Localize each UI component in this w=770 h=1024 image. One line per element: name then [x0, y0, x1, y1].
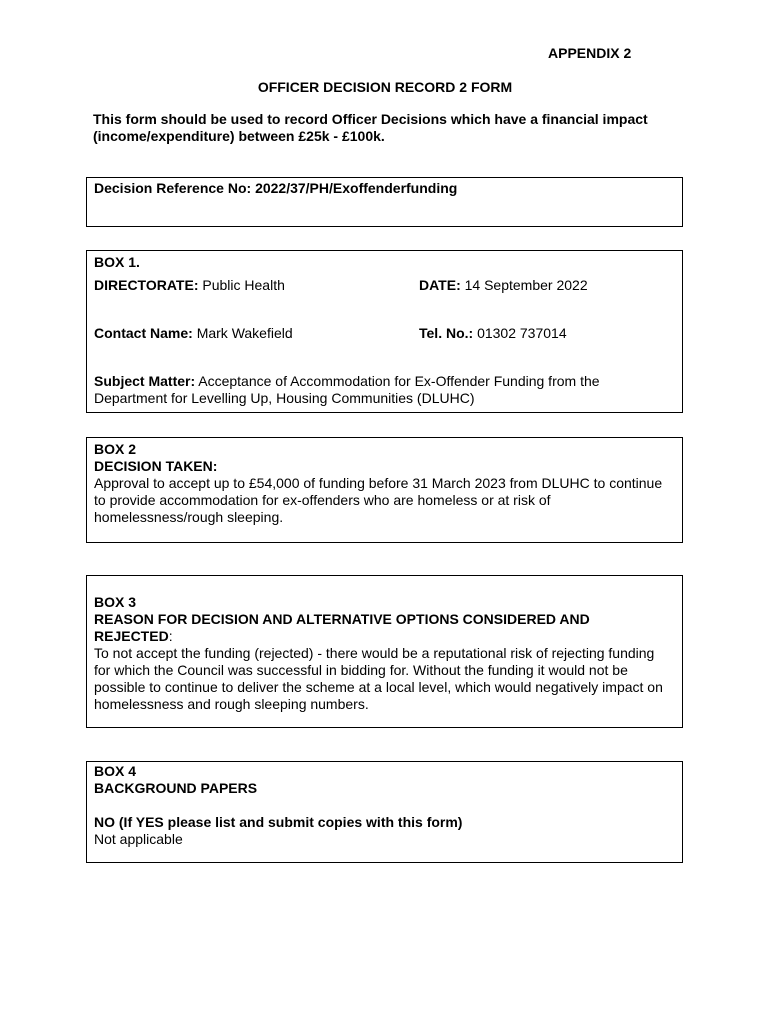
contact-name-label: Contact Name:: [94, 325, 193, 341]
decision-reference-line: [94, 180, 672, 197]
directorate-field: [94, 277, 404, 294]
decision-reference-label: Decision Reference No:: [94, 180, 252, 196]
tel-no-value: 01302 737014: [477, 325, 567, 341]
reason-for-decision-colon: :: [168, 628, 173, 644]
reason-for-decision-heading: [94, 611, 664, 645]
decision-reference-value: 2022/37/PH/Exoffenderfunding: [255, 180, 458, 196]
decision-taken-text: Approval to accept up to £54,000 of funding before 31 March 2023 from DLUHC to continue to provide accommodation for ex-offenders who are homeless or at risk of homelessness/rough sleeping.: [94, 475, 663, 525]
tel-no-field: [419, 325, 669, 342]
directorate-label: DIRECTORATE:: [94, 277, 199, 293]
box-4-heading: BOX 4: [94, 763, 137, 779]
directorate-value: Public Health: [202, 277, 285, 293]
reason-for-decision-text: To not accept the funding (rejected) - there would be a reputational risk of rejecting funding for which the Council was successful in bidding for. Without the funding it would not be possible to continue to deliver the scheme at a local level, which would negatively impact on homelessness and rough sleeping numbers.: [94, 645, 663, 712]
box-2-heading: BOX 2: [94, 441, 137, 457]
appendix-label: APPENDIX 2: [548, 45, 632, 61]
form-intro: This form should be used to record Officer Decisions which have a financial impact (income/expenditure) between £25k - £100k.: [93, 111, 648, 144]
subject-matter-value: Acceptance of Accommodation for Ex-Offender Funding from the Department for Levelling Up, Housing Communities (DLUHC): [94, 373, 600, 406]
date-label: DATE:: [419, 277, 461, 293]
subject-matter-field: [94, 373, 672, 407]
tel-no-label: Tel. No.:: [419, 325, 474, 341]
contact-name-field: [94, 325, 404, 342]
date-value: 14 September 2022: [464, 277, 588, 293]
reason-for-decision-title: REASON FOR DECISION AND ALTERNATIVE OPTIONS CONSIDERED AND REJECTED: [94, 611, 590, 644]
decision-reference-box: [86, 177, 683, 227]
subject-matter-label: Subject Matter:: [94, 373, 196, 389]
box-1-heading: BOX 1.: [94, 254, 140, 270]
box-3: [86, 575, 683, 728]
box-4: [86, 761, 683, 863]
box-3-heading: BOX 3: [94, 594, 137, 610]
date-field: [419, 277, 669, 294]
decision-taken-heading: DECISION TAKEN:: [94, 458, 218, 474]
box-2: [86, 437, 683, 543]
form-title: OFFICER DECISION RECORD 2 FORM: [257, 79, 513, 95]
background-papers-heading: BACKGROUND PAPERS: [94, 780, 258, 796]
background-papers-answer: Not applicable: [94, 831, 183, 847]
background-papers-question: NO (If YES please list and submit copies with this form): [94, 814, 463, 830]
contact-name-value: Mark Wakefield: [196, 325, 293, 341]
box-1: [86, 250, 683, 413]
